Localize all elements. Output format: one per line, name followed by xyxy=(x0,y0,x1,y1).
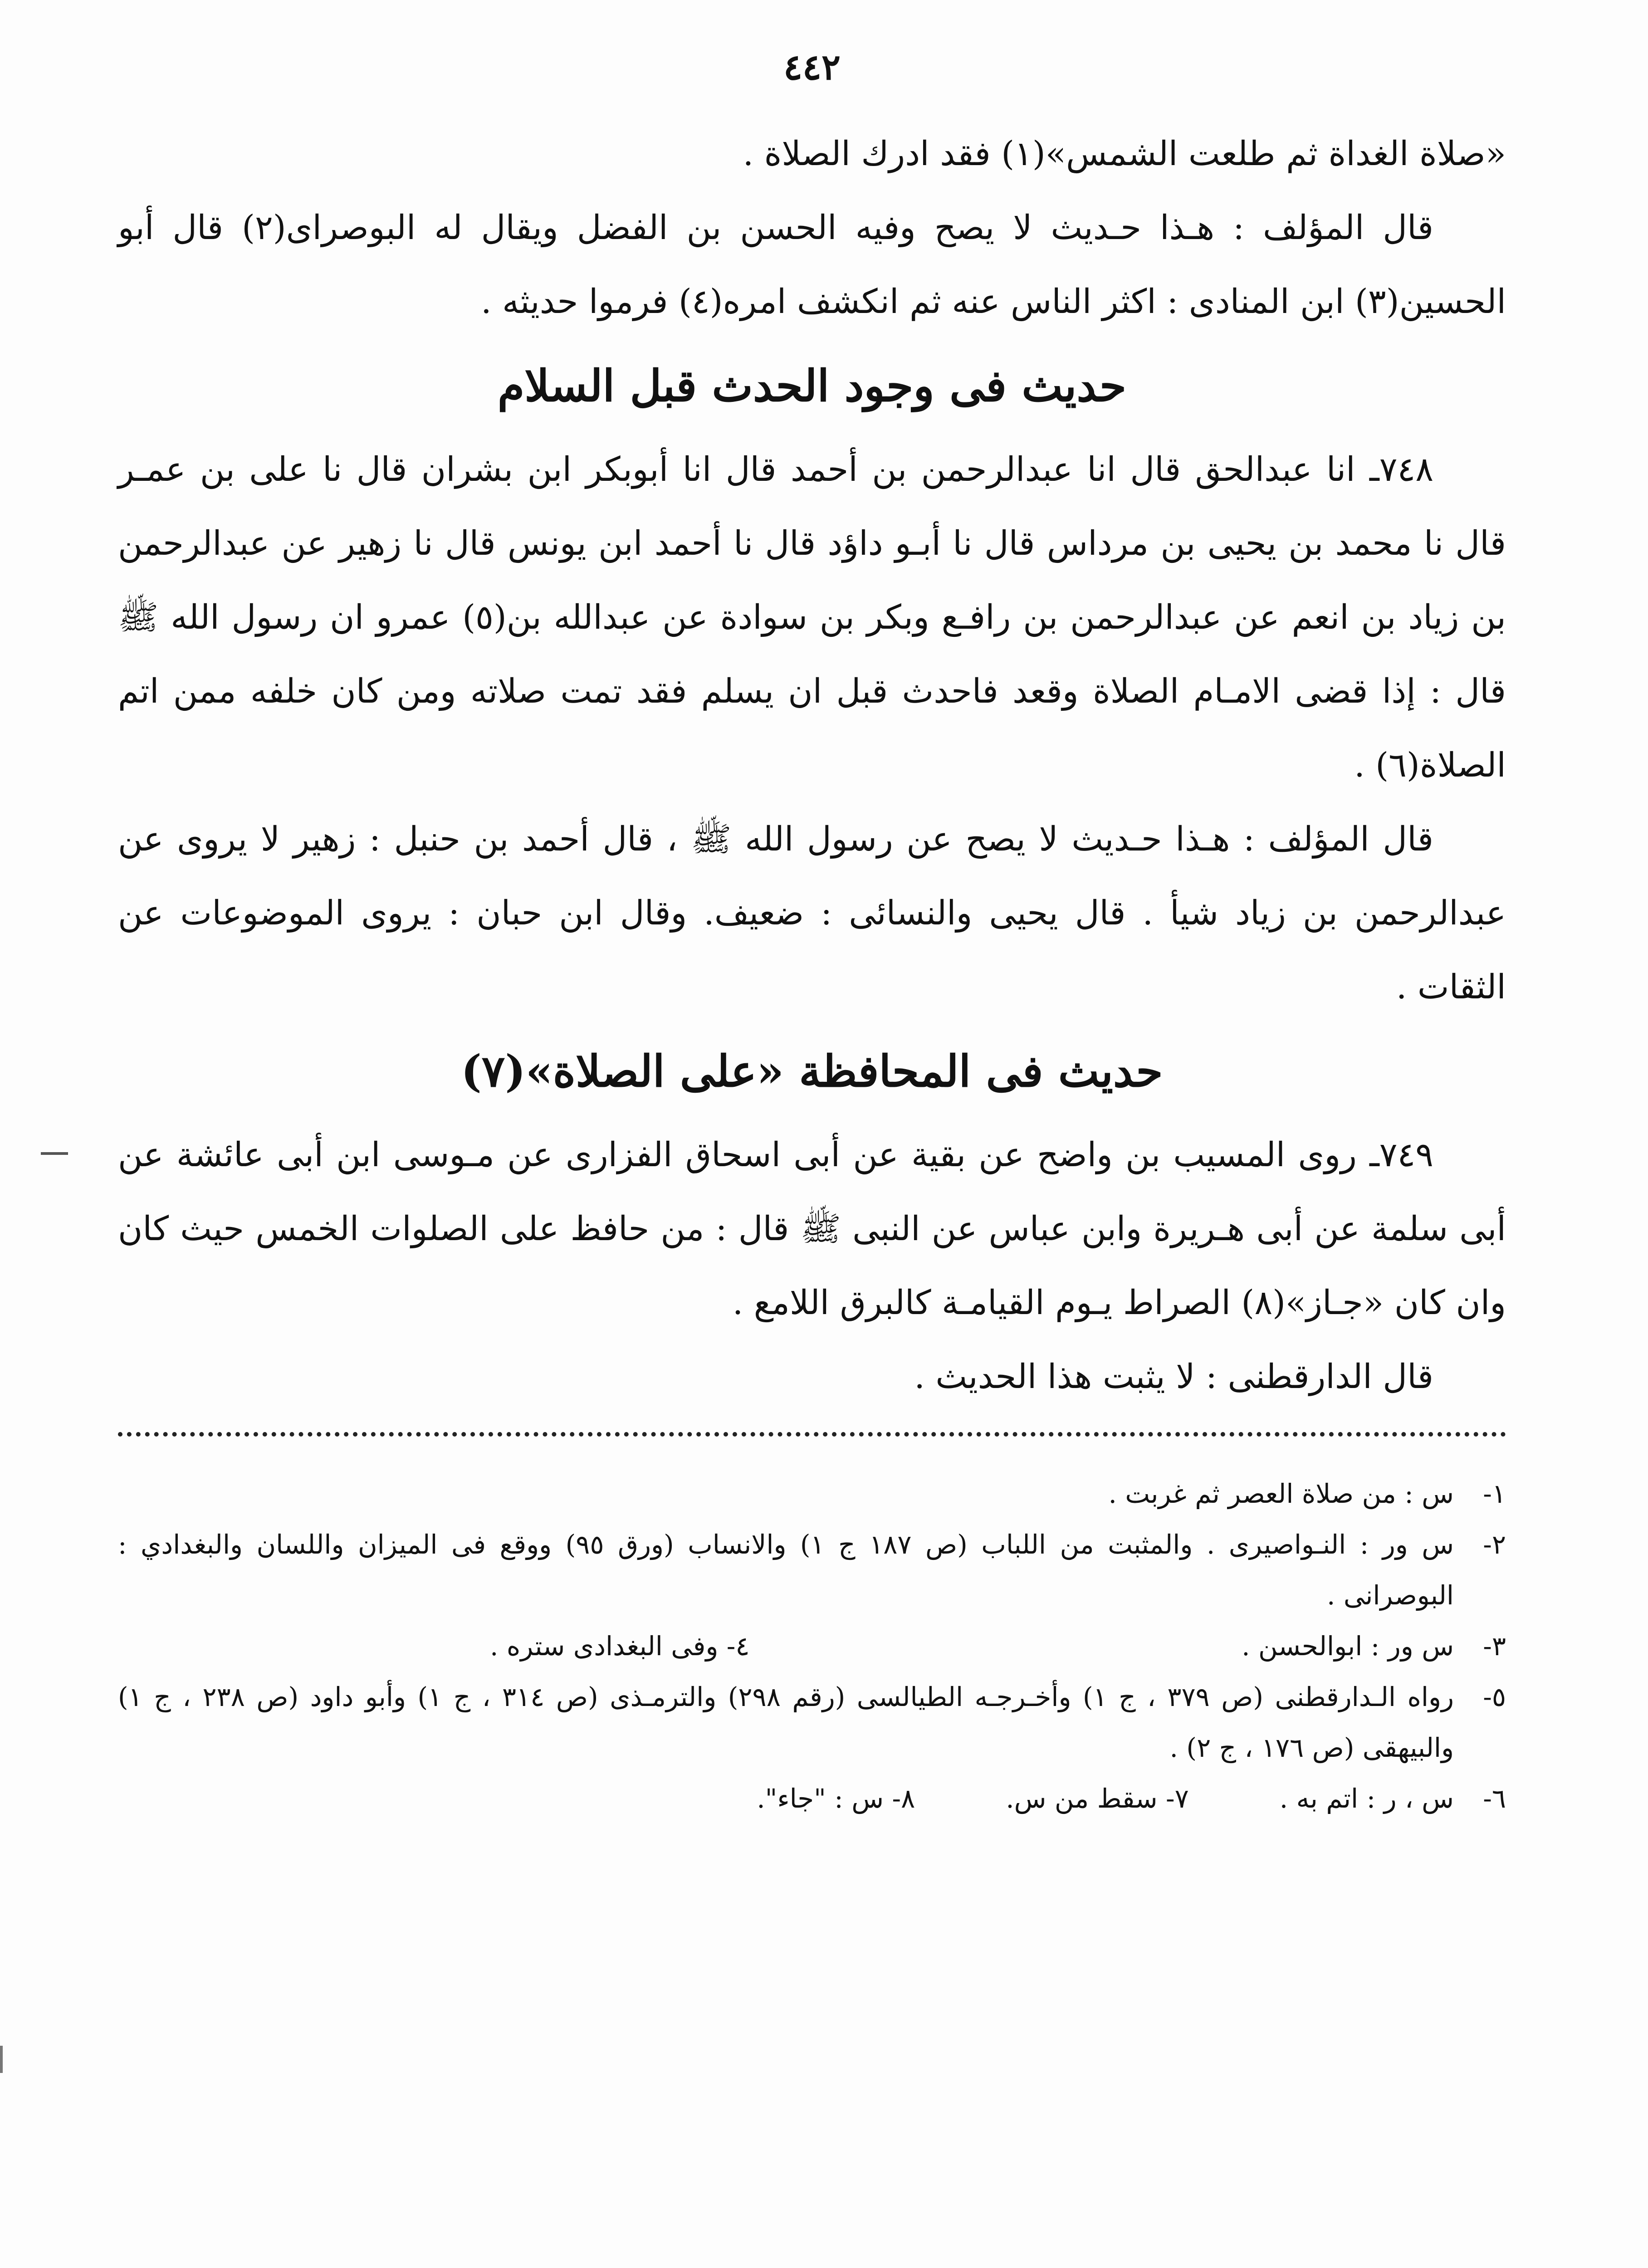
footnote-number: ٢- xyxy=(1483,1529,1506,1560)
footnote-number: ٥- xyxy=(1483,1681,1506,1712)
book-page xyxy=(118,47,1506,2268)
footnotes xyxy=(118,1468,1506,1824)
footnote-separator xyxy=(118,1432,1506,1437)
footnote-7-text: ٧- سقط من س. xyxy=(1006,1783,1189,1814)
page-number: ٤٤٢ xyxy=(783,47,841,88)
footnote-2 xyxy=(118,1519,1506,1621)
paragraph-hadith-749: ٧٤٩ـ روى المسيب بن واضح عن بقية عن أبى اسحاق الفزارى عن مـوسى ابن أبى عائشة عن أبى سلمة عن أبى هـريرة وابن عباس عن النبى ﷺ قال : من حافظ على الصلوات الخمس حيث كان وان كان «جـاز»(٨) الصراط يـوم القيامـة كالبرق اللامع . xyxy=(118,1135,1506,1322)
section-heading-1: حديث فى وجود الحدث قبل السلام xyxy=(497,360,1127,411)
footnote-text: س : من صلاة العصر ثم غربت . xyxy=(1108,1478,1454,1509)
footnote-3-text: س ور : ابوالحسن . xyxy=(1242,1631,1454,1662)
section-heading-2: حديث فى المحافظة «على الصلاة»(٧) xyxy=(461,1046,1163,1097)
paragraph-continuation: «صلاة الغداة ثم طلعت الشمس»(١) فقد ادرك الصلاة . xyxy=(743,134,1506,173)
paragraph-hadith-748: ٧٤٨ـ انا عبدالحق قال انا عبدالرحمن بن أحمد قال انا أبوبكر ابن بشران قال نا على بن عمـر قال نا محمد بن يحيى بن مرداس قال نا أبـو داؤد قال نا أحمد ابن يونس قال نا زهير عن عبدالرحمن بن زياد بن انعم عن عبدالرحمن بن رافـع وبكر بن سوادة عن عبدالله بن(٥) عمرو ان رسول الله ﷺ قال : إذا قضى الامـام الصلاة وقعد فاحدث قبل ان يسلم فقد تمت صلاته ومن كان خلفه ممن اتم الصلاة(٦) . xyxy=(118,450,1506,785)
footnote-text: س ور : النـواصيرى . والمثبت من اللباب (ص ١٨٧ ج ١) والانساب (ورق ٩٥) ووقع فى الميزان واللسان والبغدادي : البوصرانى . xyxy=(118,1529,1454,1611)
paragraph-author-comment-1: قال المؤلف : هـذا حـديث لا يصح وفيه الحسن بن الفضل ويقال له البوصراى(٢) قال أبو الحسين(٣) ابن المنادى : اكثر الناس عنه ثم انكشف امره(٤) فرموا حديثه . xyxy=(118,208,1506,321)
footnote-6-text: س ، ر : اتم به . xyxy=(1279,1783,1454,1814)
footnote-5 xyxy=(118,1672,1506,1773)
footnote-number: ١- xyxy=(1483,1478,1506,1509)
footnote-3-4 xyxy=(118,1621,1506,1672)
scan-margin-mark xyxy=(41,1152,68,1155)
paragraph-daraqutni-comment: قال الدارقطنى : لا يثبت هذا الحديث . xyxy=(914,1357,1433,1396)
paragraph-author-comment-2: قال المؤلف : هـذا حـديث لا يصح عن رسول الله ﷺ ، قال أحمد بن حنبل : زهير لا يروى عن عبدالرحمن بن زياد شيأ . قال يحيى والنسائى : ضعيف. وقال ابن حبان : يروى الموضوعات عن الثقات . xyxy=(118,820,1506,1007)
footnote-number: ٣- xyxy=(1483,1631,1506,1662)
footnote-6-7-8 xyxy=(118,1773,1506,1824)
footnote-8-text: ٨- س : "جاء". xyxy=(757,1783,915,1814)
scan-margin-mark xyxy=(0,2046,3,2073)
footnote-text: رواه الـدارقطنى (ص ٣٧٩ ، ج ١) وأخـرجـه الطيالسى (رقم ٢٩٨) والترمـذى (ص ٣١٤ ، ج ١) وأبو داود (ص ٢٣٨ ، ج ١) والبيهقى (ص ١٧٦ ، ج ٢) . xyxy=(118,1681,1454,1763)
footnote-4-text: ٤- وفى البغدادى ستره . xyxy=(490,1631,750,1662)
footnote-number: ٦- xyxy=(1483,1783,1506,1814)
footnote-1 xyxy=(118,1468,1506,1519)
